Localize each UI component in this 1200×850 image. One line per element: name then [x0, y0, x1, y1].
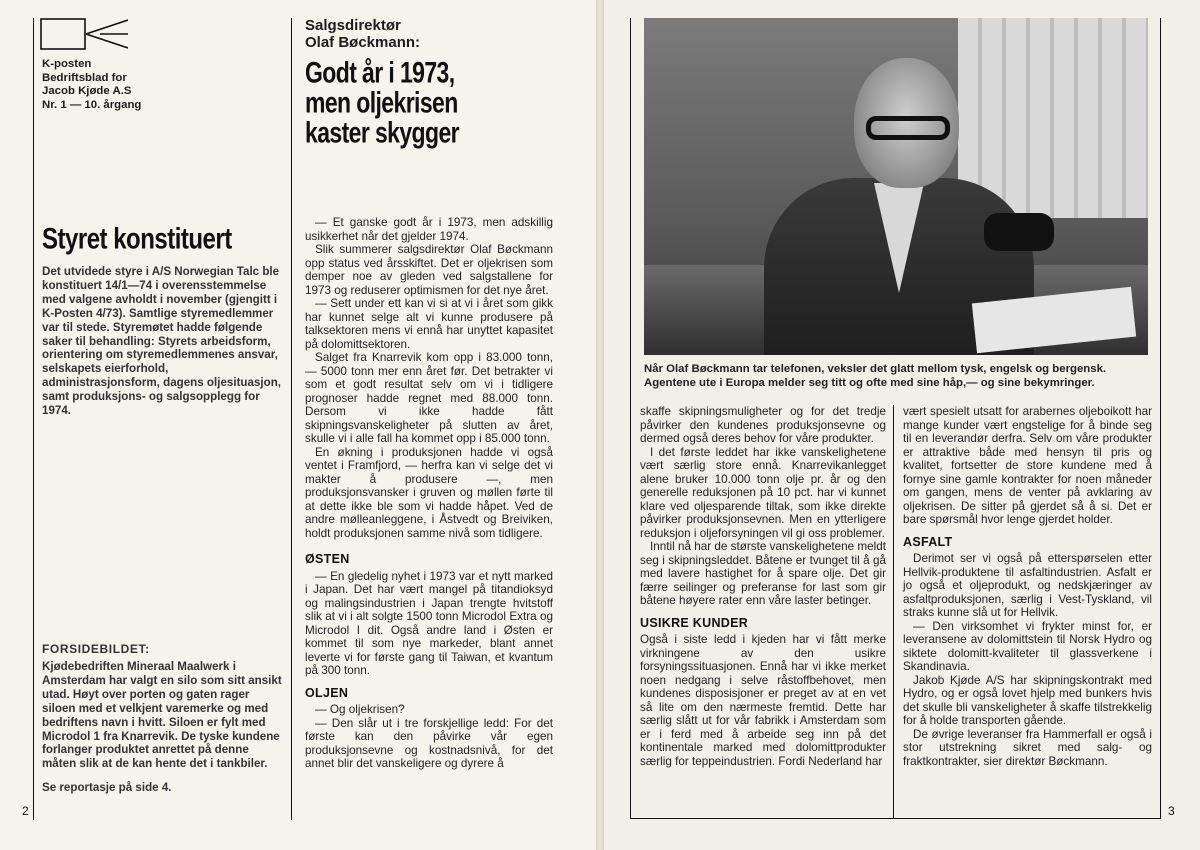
board-article-body: Det utvidede styre i A/S Norwegian Talc ble konstituert 14/1—74 i overensstemmelse med valgene avholdt i november (gjengitt i K-Posten 4/73). Samtlige styremedlemmer var til stede. Styremøtet hadde følgende saker til behandling: Styrets arbeidsform, orientering om styremedlemmenes ansvar, selskapets eierforhold, administrasjonsform, dagens oljesituasjon, samt produksjons- og salgsopplegg for 1974.	[42, 265, 282, 418]
article-kicker	[305, 18, 555, 52]
cover-caption-reference: Se reportasje på side 4.	[42, 781, 172, 795]
section-heading-osten: ØSTEN	[305, 552, 350, 567]
cover-caption	[42, 642, 284, 795]
cover-caption-heading: FORSIDEBILDET:	[42, 642, 150, 656]
article-paragraph: — Og oljekrisen?	[315, 703, 405, 717]
article-paragraph: Salget fra Knarrevik kom opp i 83.000 tonn, — 5000 tonn mer enn året før. Det betrakter vi som et godt resultat selv om vi i tidligere prognoser hadde regnet med 88.000 tonn. Dersom vi ikke hadde fått skipningsvanskeligheter på slutten av året, skulle vi i alle fall ha kommet opp i 85.000 tonn.	[305, 351, 553, 446]
masthead-line: K-posten	[42, 58, 92, 70]
right-outer-rule	[630, 18, 631, 818]
kicker-line: Salgsdirektør	[305, 17, 401, 34]
masthead-line: Jacob Kjøde A.S	[42, 85, 132, 98]
article-paragraph: En økning i produksjonen hadde vi også ventet i Framfjord, — herfra kan vi selge det vi makter å produsere —, men produksjonsvansker i gruven og møllen førte til at dette ikke ble som vi hadde håpet. Ved de andre mølleanleggene, i Åstvedt og Breiviken, holdt produksjonen samme nivå som tidligere.	[305, 445, 553, 540]
article-paragraph: vært spesielt utsatt for arabernes oljeboikott har mange kunder vært engstelige for å binde seg til en leverandør derfra. Selv om våre produkter er attraktive både med hensyn til pris og kvalitet, fortsetter de store kundene med å fornye sine gamle kontrakter for noen måneder om gangen, mens de venter på avklaring av oljekrisen. De sitter på gjerdet så å si. Det er bare spørsmål hvor lenge gjerdet holder.	[903, 405, 1152, 527]
telephone-icon	[984, 213, 1054, 251]
left-column-rule	[291, 18, 292, 820]
masthead	[42, 58, 282, 113]
section-heading-oljen: OLJEN	[305, 685, 349, 700]
page-number-left: 2	[22, 804, 29, 818]
board-headline: Styret konstituert	[42, 222, 232, 256]
article-paragraph: — En gledelig nyhet i 1973 var et nytt marked i Japan. Det har vært mangel på titandioksyd og malingsindustrien i Japan trengte hvitstoff slik at vi i alt solgte 1500 tonn Microdol Extra og Microdol I dit. Også andre land i Østen er kommet til som nye markeder, blant annet leverte vi for første gang til Taiwan, et kvantum på 300 tonn.	[305, 569, 553, 678]
portrait-photo	[644, 18, 1148, 355]
article-paragraph: — Den slår ut i tre forskjellige ledd: For det første kan den påvirke vår egen produksjonsevne og kostnadsnivå, for det annet blir det vanskeligere og dyrere å	[305, 716, 553, 771]
headline-line: men oljekrisen	[305, 84, 458, 119]
page-spine	[596, 0, 604, 850]
article-paragraph: — Den virksomhet vi frykter minst for, er leveransene av dolomittstein til Norsk Hydro og siktete dolomitt-kvaliteter til glassverkene i Skandinavia.	[903, 619, 1152, 674]
article-paragraph: Jakob Kjøde A/S har skipningskontrakt med Hydro, og er også lovet hjelp med bunkers hvis det skulle bli vanskeligheter å skaffe tilstrekkelig for å holde transporten gående.	[903, 673, 1152, 728]
article-paragraph: Også i siste ledd i kjeden har vi fått merke virkningene av den usikre forsyningssituasjonen. Ennå har vi ikke merket noen nedgang i selve råstoffbehovet, men kundenes disposisjoner er preget av at en vet så lite om den nærmeste fremtid. Dette har særlig slått ut for vår fabrikk i Amsterdam som er i ferd med å arbeide seg inn på det kontinentale marked med dolomittprodukter særlig for teppeindustrien. Fordi Nederland har	[640, 633, 886, 768]
article-paragraph: Slik summerer salgsdirektør Olaf Bøckmann opp status ved årsskiftet. Det er oljekrisen som demper noe av gleden ved salgstallene for 1973 og reduserer optimismen for det nye året.	[305, 243, 553, 297]
section-heading-usikre-kunder: USIKRE KUNDER	[640, 615, 749, 630]
article-column-1	[305, 216, 553, 771]
right-outer-rule-2	[1160, 18, 1161, 818]
article-paragraph: skaffe skipningsmuligheter og for det tredje påvirker den kundenes produksjonsevne og dermed også deres behov for våre produkter.	[640, 405, 886, 446]
right-column-1	[640, 405, 886, 768]
headline-line: kaster skygger	[305, 114, 459, 149]
left-outer-rule	[33, 18, 34, 820]
right-column-rule	[893, 405, 894, 818]
article-paragraph: — Et ganske godt år i 1973, men adskillig usikkerhet når det gjelder 1974.	[305, 216, 553, 243]
article-paragraph: — Sett under ett kan vi si at vi i året som gikk har kunnet selge alt vi kunne produsere på talksektoren mens vi ennå har unyttet kapasitet på dolomittsektoren.	[305, 297, 553, 351]
article-paragraph: Inntil nå har de største vanskelighetene meldt seg i skipningsleddet. Båtene er tvunget til å gå med lavere hastighet for å spare olje. Det gir færre seilinger og preferanse for last som gir båtene høyere rater enn våre laster betinger.	[640, 540, 886, 608]
glasses-icon	[866, 116, 950, 140]
k-arrow-logo-icon	[40, 18, 128, 50]
article-paragraph: De øvrige leveranser fra Hammerfall er også i stor utstrekning sikret med salg- og fraktkontrakter, sier direktør Bøckmann.	[903, 727, 1152, 768]
article-headline	[305, 55, 459, 149]
cover-caption-body: Kjødebedriften Mineraal Maalwerk i Amsterdam har valgt en silo som sitt ansikt utad. Høyt over porten og gaten rager siloen med et velkjent varemerke og med bedriftens navn i hvitt. Siloen er fylt med Microdol 1 fra Knarrevik. De tyske kundene forlanger produktet anrettet på denne måten slik at de kan hente det i tankbiler.	[42, 660, 282, 771]
masthead-line: Nr. 1 — 10. årgang	[42, 99, 142, 112]
masthead-line: Bedriftsblad for	[42, 71, 127, 84]
section-heading-asfalt: ASFALT	[903, 534, 953, 549]
page-number-right: 3	[1168, 804, 1175, 818]
kicker-line: Olaf Bøckmann:	[305, 33, 421, 51]
article-paragraph: I det første leddet har ikke vanskelighetene vært særlig store ennå. Knarrevikanlegget alene bruker 10.000 tonn olje pr. år og den generelle reduksjonen på 10 pct. har vi kunnet klare ved oljesparende tiltak, som ikke direkte påvirker produksjonsevnen. Men en ytterligere reduksjon i oljeforsyningen vil gi oss problemer.	[640, 445, 886, 540]
photo-caption: Når Olaf Bøckmann tar telefonen, veksler det glatt mellom tysk, engelsk og bergensk. Agentene ute i Europa melder seg titt og ofte med sine håp,— og sine bekymringer.	[644, 363, 1107, 389]
right-column-2	[903, 405, 1152, 768]
article-paragraph: Derimot ser vi også på etterspørselen etter Hellvik-produktene til asfaltindustrien. Asfalt er jo også et oljeprodukt, og nedskjæringer av asfaltproduksjonen, særlig i Vest-Tyskland, vil straks kunne slå ut for Hellvik.	[903, 552, 1152, 620]
headline-line: Godt år i 1973,	[305, 55, 455, 90]
bottom-rule	[630, 818, 1161, 819]
